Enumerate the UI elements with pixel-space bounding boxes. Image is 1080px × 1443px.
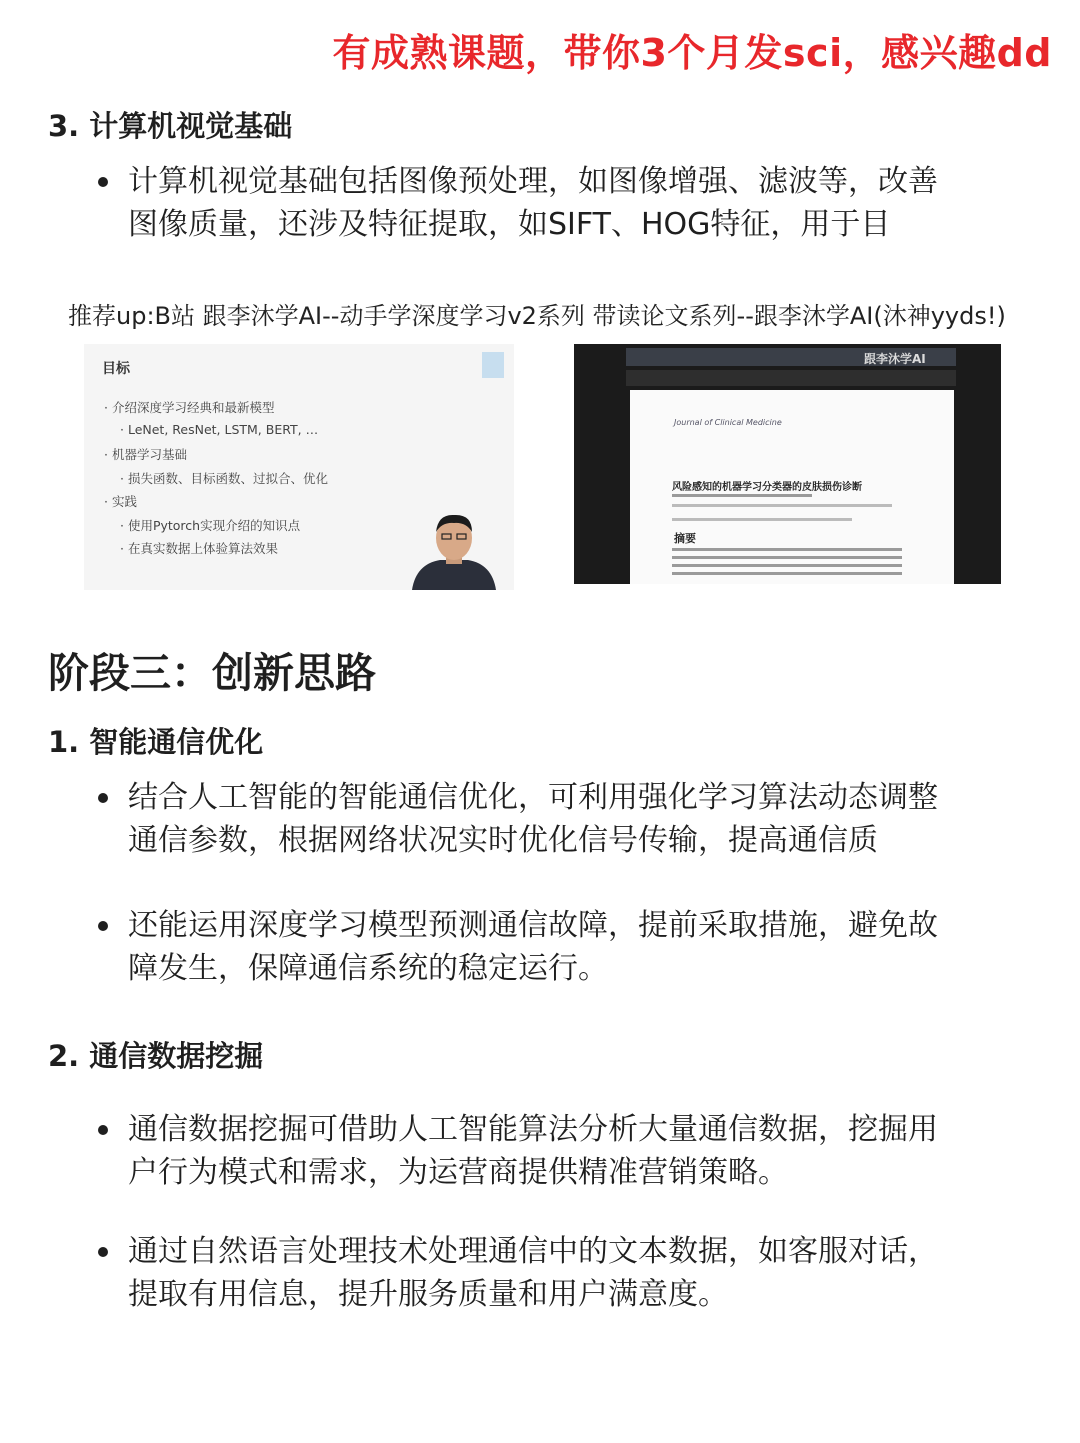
video-watermark: 跟李沐学AI [864,352,926,366]
paper-title: 风险感知的机器学习分类器的皮肤损伤诊断 [672,482,862,493]
slide-line: · 损失函数、目标函数、过拟合、优化 [120,471,328,486]
subsection-heading-data-mining: 2. 通信数据挖掘 [48,1039,264,1073]
paper-author-line [672,494,812,497]
paper-journal: Journal of Clinical Medicine [674,418,782,427]
paper-abstract-line [672,572,902,575]
bullet-comm-opt-2: 还能运用深度学习模型预测通信故障，提前采取措施，避免故障发生，保障通信系统的稳定运行。 [128,904,958,990]
slide-line: · LeNet, ResNet, LSTM, BERT, … [120,422,319,437]
slide-logo-icon [482,352,504,378]
bullet-cv-basics: 计算机视觉基础包括图像预处理，如图像增强、滤波等，改善图像质量，还涉及特征提取，如SIFT、HOG特征，用于目 [128,160,958,246]
presenter-avatar [410,512,498,590]
paper-affiliation-line [672,504,892,507]
bullet-comm-opt-1: 结合人工智能的智能通信优化，可利用强化学习算法动态调整通信参数，根据网络状况实时优化信号传输，提高通信质 [128,776,958,862]
bullet-data-mining-1: 通信数据挖掘可借助人工智能算法分析大量通信数据，挖掘用户行为模式和需求，为运营商提供精准营销策略。 [128,1108,958,1194]
subsection-heading-comm-opt: 1. 智能通信优化 [48,725,264,759]
reader-toolbar [626,370,956,386]
paper-abstract-line [672,564,902,567]
paper-abstract-line [672,556,902,559]
recommendation-text: 推荐up:B站 跟李沐学AI--动手学深度学习v2系列 带读论文系列--跟李沐学AI(沐神yyds!) [68,302,1006,330]
paper-abstract-line [672,548,902,551]
slide-line: · 实践 [104,494,137,509]
paper-dates-line [672,518,852,521]
slide-line: · 使用Pytorch实现介绍的知识点 [120,518,301,533]
promo-banner: 有成熟课题，带你3个月发sci，感兴趣dd [332,31,1052,75]
slide-line: · 在真实数据上体验算法效果 [120,541,278,556]
slide-title: 目标 [102,361,130,377]
stage-heading: 阶段三：创新思路 [48,649,376,697]
paper-abstract-label: 摘要 [674,532,696,545]
slide-line: · 介绍深度学习经典和最新模型 [104,400,275,415]
slide-line: · 机器学习基础 [104,447,187,462]
lecture-slide-thumbnail [84,344,514,590]
section-heading-cv-basics: 3. 计算机视觉基础 [48,109,293,143]
paper-reading-thumbnail [574,344,1001,584]
bullet-data-mining-2: 通过自然语言处理技术处理通信中的文本数据，如客服对话，提取有用信息，提升服务质量和用户满意度。 [128,1230,958,1316]
